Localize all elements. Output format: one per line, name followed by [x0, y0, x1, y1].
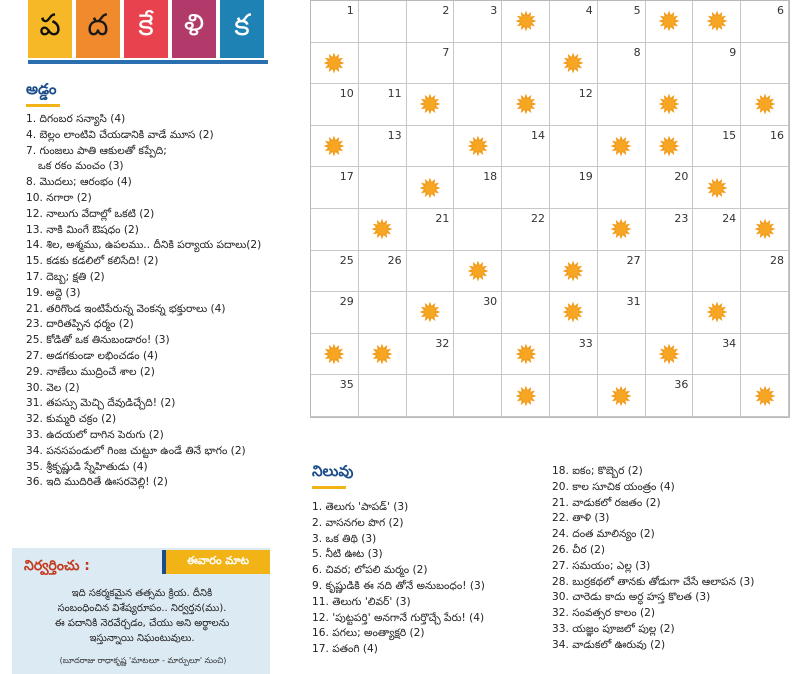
word-explanation-line: ఈ పదానికి నెరవేర్చడం, చేయు అని అర్థాలను — [54, 618, 230, 629]
sun-icon — [658, 93, 680, 115]
cell-number: 12 — [578, 87, 593, 101]
grid-cell[interactable] — [598, 167, 646, 209]
across-clue: 14. శిల, అశ్మము, ఉపలము.. దీనికి పర్యాయ పదాలు(2) — [26, 239, 262, 252]
across-clue: 32. కుమ్మరి చక్రం (2) — [26, 413, 117, 426]
cell-number: 22 — [530, 212, 545, 225]
down-clue: 26. చీర (2) — [552, 543, 605, 556]
grid-cell[interactable] — [550, 1, 598, 43]
grid-cell[interactable] — [550, 375, 598, 417]
across-clue: 19. అద్దె (3) — [26, 286, 81, 299]
across-clue: 10. నగారా (2) — [26, 191, 92, 204]
grid-cell[interactable] — [359, 251, 407, 293]
down-clue: 34. వాడుకలో ఊరువు (2) — [552, 638, 666, 651]
grid-cell[interactable] — [407, 126, 455, 168]
grid-cell[interactable] — [598, 1, 646, 43]
cell-number: 34 — [722, 336, 737, 350]
grid-cell[interactable] — [359, 43, 407, 85]
down-heading-underline — [312, 486, 346, 489]
logo-tile: ద — [76, 0, 120, 58]
sun-icon — [419, 301, 441, 323]
grid-cell[interactable] — [359, 167, 407, 209]
sun-icon — [562, 260, 584, 282]
sun-icon — [515, 93, 537, 115]
sun-icon — [467, 135, 489, 157]
sun-icon — [610, 135, 632, 157]
grid-cell[interactable] — [550, 84, 598, 126]
sun-icon — [515, 343, 537, 365]
grid-cell[interactable] — [502, 251, 550, 293]
across-heading-underline — [26, 104, 60, 107]
grid-cell[interactable] — [454, 43, 502, 85]
across-clue: 25. కోడితో ఒక తినుబండారం! (3) — [26, 334, 170, 347]
logo-tile: క — [220, 0, 264, 58]
cell-number: 27 — [626, 253, 641, 267]
logo — [28, 0, 268, 58]
grid-cell[interactable] — [407, 1, 455, 43]
grid-cell[interactable] — [741, 167, 789, 209]
blocked-cell — [693, 1, 741, 43]
sun-icon — [754, 93, 776, 115]
word-explanation-line: ఇది సకర్మకమైన తత్సమ క్రియ. దీనికి — [71, 588, 213, 599]
logo-tile: కే — [124, 0, 168, 58]
down-clue-list-1 — [312, 500, 552, 658]
cell-number: 18 — [483, 170, 498, 184]
cell-number: 23 — [674, 212, 689, 225]
blocked-cell — [502, 1, 550, 43]
logo-underline — [28, 60, 268, 64]
grid-cell[interactable] — [646, 375, 694, 417]
sun-icon — [658, 343, 680, 365]
word-credit: (బూదరాజు రాధాకృష్ణ 'మాటలూ - మార్పులూ' నుంచి) — [59, 656, 227, 665]
cell-number: 11 — [387, 87, 402, 101]
grid-cell[interactable] — [454, 375, 502, 417]
grid-cell[interactable] — [454, 334, 502, 376]
cell-number: 9 — [729, 45, 737, 59]
across-clue: 29. నాణేలు ముద్రించే శాల (2) — [26, 365, 155, 378]
sun-icon — [562, 301, 584, 323]
sun-icon — [515, 385, 537, 407]
sun-icon — [371, 218, 393, 240]
across-clue: ఒక రకం మంచం (3) — [38, 160, 124, 173]
grid-cell[interactable] — [550, 167, 598, 209]
blocked-cell — [598, 209, 646, 251]
word-explanation-line: ఇస్తున్నాయి నిఘంటువులు. — [89, 633, 195, 644]
across-clue: 21. తరిగొండ ఇంటిపేరున్న వెంకన్న భక్తురాలు (4) — [26, 302, 226, 315]
sun-icon — [706, 10, 728, 32]
grid-cell[interactable] — [359, 126, 407, 168]
grid-cell[interactable] — [693, 334, 741, 376]
grid-cell[interactable] — [693, 84, 741, 126]
grid-cell[interactable] — [646, 167, 694, 209]
across-clue-list — [26, 112, 296, 491]
blocked-cell — [741, 375, 789, 417]
down-clue-list-2 — [552, 464, 798, 654]
across-clue: 13. నాకి మింగే ఔషధం (2) — [26, 223, 139, 236]
across-heading — [26, 80, 60, 107]
down-heading — [312, 462, 353, 489]
cell-number: 21 — [435, 212, 450, 225]
grid-cell[interactable] — [311, 84, 359, 126]
across-heading-text: అడ్డం — [26, 80, 57, 98]
grid-cell[interactable] — [741, 43, 789, 85]
cell-number: 31 — [626, 295, 641, 309]
blocked-cell — [550, 43, 598, 85]
cell-number: 36 — [674, 378, 689, 392]
blocked-cell — [741, 209, 789, 251]
grid-cell[interactable] — [598, 251, 646, 293]
grid-cell[interactable] — [407, 375, 455, 417]
blocked-cell — [454, 126, 502, 168]
sun-icon — [610, 385, 632, 407]
cell-number: 5 — [633, 4, 641, 17]
grid-cell[interactable] — [454, 1, 502, 43]
down-clue: 20. కాల సూచిక యంత్రం (4) — [552, 480, 675, 493]
blocked-cell — [311, 126, 359, 168]
across-clue: 33. ఉదయలో దాగిన పెరుగు (2) — [26, 428, 164, 441]
sun-icon — [610, 218, 632, 240]
sun-icon — [419, 177, 441, 199]
grid-cell[interactable] — [407, 43, 455, 85]
down-clue: 27. సమయం; ఎల్ల (3) — [552, 559, 651, 572]
down-clue: 21. వాడుకలో రజతం (2) — [552, 496, 661, 509]
grid-cell[interactable] — [646, 209, 694, 251]
grid-cell[interactable] — [311, 1, 359, 43]
blocked-cell — [359, 334, 407, 376]
grid-cell[interactable] — [550, 126, 598, 168]
blocked-cell — [646, 84, 694, 126]
cell-number: 1 — [346, 4, 354, 17]
blocked-cell — [741, 84, 789, 126]
down-clue: 12. 'పుట్టపర్తి' అనగానే గుర్తొచ్చే పేరు! (4) — [312, 611, 485, 624]
down-clue: 32. సంవత్సర కాలం (2) — [552, 607, 655, 620]
grid-cell[interactable] — [693, 209, 741, 251]
cell-number: 13 — [387, 128, 402, 142]
down-clue: 33. యజ్ఞం పూజలో పుల్ల (2) — [552, 622, 675, 635]
blocked-cell — [502, 375, 550, 417]
grid-cell[interactable] — [598, 334, 646, 376]
grid-cell[interactable] — [646, 43, 694, 85]
grid-cell[interactable] — [741, 251, 789, 293]
cell-number: 14 — [530, 128, 545, 142]
across-clue: 1. దిగంబర సన్యాసి (4) — [26, 113, 126, 125]
grid-cell[interactable] — [741, 334, 789, 376]
across-clue: 15. కడకు కడలిలో కలిసేది! (2) — [26, 255, 159, 268]
sun-icon — [754, 218, 776, 240]
cell-number: 20 — [674, 170, 689, 184]
sun-icon — [754, 385, 776, 407]
down-clue: 28. బుర్రకథలో తానకు తోడుగా చేసే ఆలాపన (3) — [552, 575, 755, 588]
cell-number: 10 — [339, 87, 354, 101]
blocked-cell — [311, 334, 359, 376]
across-clue: 7. గుంజలు పాతి ఆకులతో కప్పేది; — [26, 144, 167, 157]
grid-cell[interactable] — [502, 209, 550, 251]
cell-number: 25 — [339, 253, 354, 267]
grid-cell[interactable] — [693, 126, 741, 168]
cell-number: 29 — [339, 295, 354, 309]
cell-number: 26 — [387, 253, 402, 267]
cell-number: 32 — [435, 336, 450, 350]
across-clue: 34. పనసపండులో గింజ చుట్టూ ఉండే తినే భాగం (2) — [26, 444, 246, 457]
down-clue: 30. చారెడు కాదు అర్ధ హస్త కొలత (3) — [552, 591, 711, 604]
crossword-grid — [310, 0, 790, 418]
grid-cell[interactable] — [502, 126, 550, 168]
down-clue: 3. ఒక తిథి (3) — [312, 532, 377, 545]
blocked-cell — [646, 126, 694, 168]
grid-cell[interactable] — [693, 251, 741, 293]
grid-cell[interactable] — [550, 209, 598, 251]
down-clue: 9. కృష్ణుడికి ఈ నది తోనే అనుబంధం! (3) — [312, 579, 485, 592]
blocked-cell — [550, 292, 598, 334]
grid-cell[interactable] — [741, 1, 789, 43]
grid-cell[interactable] — [502, 292, 550, 334]
grid-cell[interactable] — [311, 292, 359, 334]
grid-cell[interactable] — [598, 84, 646, 126]
blocked-cell — [693, 167, 741, 209]
word-of-week-badge: ఈవారం మాట — [162, 550, 270, 574]
sun-icon — [419, 93, 441, 115]
cell-number: 17 — [339, 170, 354, 184]
cell-number: 33 — [578, 336, 593, 350]
across-clue: 12. నాలుగు వేదాల్లో ఒకటి (2) — [26, 207, 155, 220]
grid-cell[interactable] — [741, 292, 789, 334]
down-heading-text: నిలువు — [312, 462, 354, 480]
grid-cell[interactable] — [311, 251, 359, 293]
cell-number: 30 — [483, 295, 498, 309]
cell-number: 7 — [442, 45, 450, 59]
grid-cell[interactable] — [454, 209, 502, 251]
grid-cell[interactable] — [646, 292, 694, 334]
logo-tile: ప — [28, 0, 72, 58]
down-clue: 2. వాసనగల పొగ (2) — [312, 516, 404, 529]
across-clue: 23. దారితప్పిన ధర్మం (2) — [26, 318, 134, 331]
cell-number: 2 — [442, 4, 450, 17]
grid-cell[interactable] — [646, 251, 694, 293]
across-clue: 17. దెబ్బ; క్షతి (2) — [26, 270, 105, 283]
grid-cell[interactable] — [407, 251, 455, 293]
blocked-cell — [646, 334, 694, 376]
cell-number: 19 — [578, 170, 593, 184]
sun-icon — [515, 10, 537, 32]
blocked-cell — [598, 375, 646, 417]
sun-icon — [706, 301, 728, 323]
across-clue: 27. అడగకుండా లభించడం (4) — [26, 349, 158, 362]
sun-icon — [658, 135, 680, 157]
grid-cell[interactable] — [311, 167, 359, 209]
across-clue: 31. తపస్సు మెచ్చి దేవుడిచ్చేది! (2) — [26, 397, 176, 410]
down-clue: 18. ఐకం; కొబ్బెర (2) — [552, 465, 643, 477]
down-clue: 16. పగలు; అంత్యాక్షరి (2) — [312, 627, 425, 640]
cell-number: 28 — [769, 253, 784, 267]
grid-cell[interactable] — [502, 167, 550, 209]
sun-icon — [658, 10, 680, 32]
down-clue: 6. చివర; లోపలి మర్మం (2) — [312, 564, 428, 577]
cell-number: 15 — [722, 128, 737, 142]
blocked-cell — [502, 334, 550, 376]
down-clue: 11. తెలుగు 'లివర్' (3) — [312, 595, 411, 608]
cell-number: 8 — [633, 45, 641, 59]
blocked-cell — [454, 251, 502, 293]
sun-icon — [323, 343, 345, 365]
cell-number: 4 — [585, 4, 593, 17]
grid-cell[interactable] — [741, 126, 789, 168]
grid-cell[interactable] — [359, 375, 407, 417]
grid-cell[interactable] — [359, 1, 407, 43]
grid-cell[interactable] — [454, 84, 502, 126]
grid-cell[interactable] — [407, 209, 455, 251]
sun-icon — [467, 260, 489, 282]
across-clue: 30. వెల (2) — [26, 381, 80, 394]
down-clue: 5. నీటి ఊట (3) — [312, 548, 383, 561]
blocked-cell — [502, 84, 550, 126]
grid-cell[interactable] — [359, 292, 407, 334]
blocked-cell — [407, 292, 455, 334]
down-clue: 17. పతంగి (4) — [312, 643, 378, 656]
across-clue: 4. బెల్లం లాంటివి చేయడానికి వాడే మూస (2) — [26, 128, 214, 141]
blocked-cell — [693, 292, 741, 334]
blocked-cell — [646, 1, 694, 43]
blocked-cell — [598, 126, 646, 168]
grid-cell[interactable] — [454, 167, 502, 209]
cell-number: 35 — [339, 378, 354, 392]
blocked-cell — [359, 209, 407, 251]
grid-cell[interactable] — [359, 84, 407, 126]
down-clue: 22. తాళి (3) — [552, 512, 610, 525]
word-explanation — [22, 586, 262, 646]
cell-number: 6 — [776, 4, 784, 17]
sun-icon — [706, 177, 728, 199]
blocked-cell — [407, 84, 455, 126]
grid-cell[interactable] — [311, 209, 359, 251]
grid-cell[interactable] — [693, 43, 741, 85]
down-clue: 1. తెలుగు 'పాపడ్' (3) — [312, 501, 409, 513]
grid-cell[interactable] — [502, 43, 550, 85]
sun-icon — [323, 52, 345, 74]
grid-cell[interactable] — [454, 292, 502, 334]
blocked-cell — [311, 43, 359, 85]
sun-icon — [562, 52, 584, 74]
sun-icon — [371, 343, 393, 365]
grid-cell[interactable] — [550, 334, 598, 376]
word-title: నిర్వర్తించు : — [24, 558, 90, 574]
cell-number: 16 — [769, 128, 784, 142]
grid-cell[interactable] — [598, 292, 646, 334]
logo-tile: ళి — [172, 0, 216, 58]
grid-cell[interactable] — [407, 334, 455, 376]
across-clue: 35. శ్రీకృష్ణుడి స్నేహితుడు (4) — [26, 460, 148, 473]
grid-cell[interactable] — [311, 375, 359, 417]
sun-icon — [323, 135, 345, 157]
across-clue: 36. ఇది ముదిరితే ఊసరవెల్లి! (2) — [26, 476, 168, 489]
down-clue: 24. దంత మాలిన్యం (2) — [552, 528, 655, 541]
grid-cell[interactable] — [598, 43, 646, 85]
blocked-cell — [407, 167, 455, 209]
grid-cell[interactable] — [693, 375, 741, 417]
cell-number: 24 — [722, 212, 737, 225]
word-of-week-box — [12, 548, 270, 674]
cell-number: 3 — [490, 4, 498, 17]
blocked-cell — [550, 251, 598, 293]
across-clue: 8. మొదలు; ఆరంభం (4) — [26, 176, 132, 189]
word-explanation-line: సంబంధించిన విశేష్యరూపం.. నిర్వర్తన(ము). — [57, 603, 227, 614]
